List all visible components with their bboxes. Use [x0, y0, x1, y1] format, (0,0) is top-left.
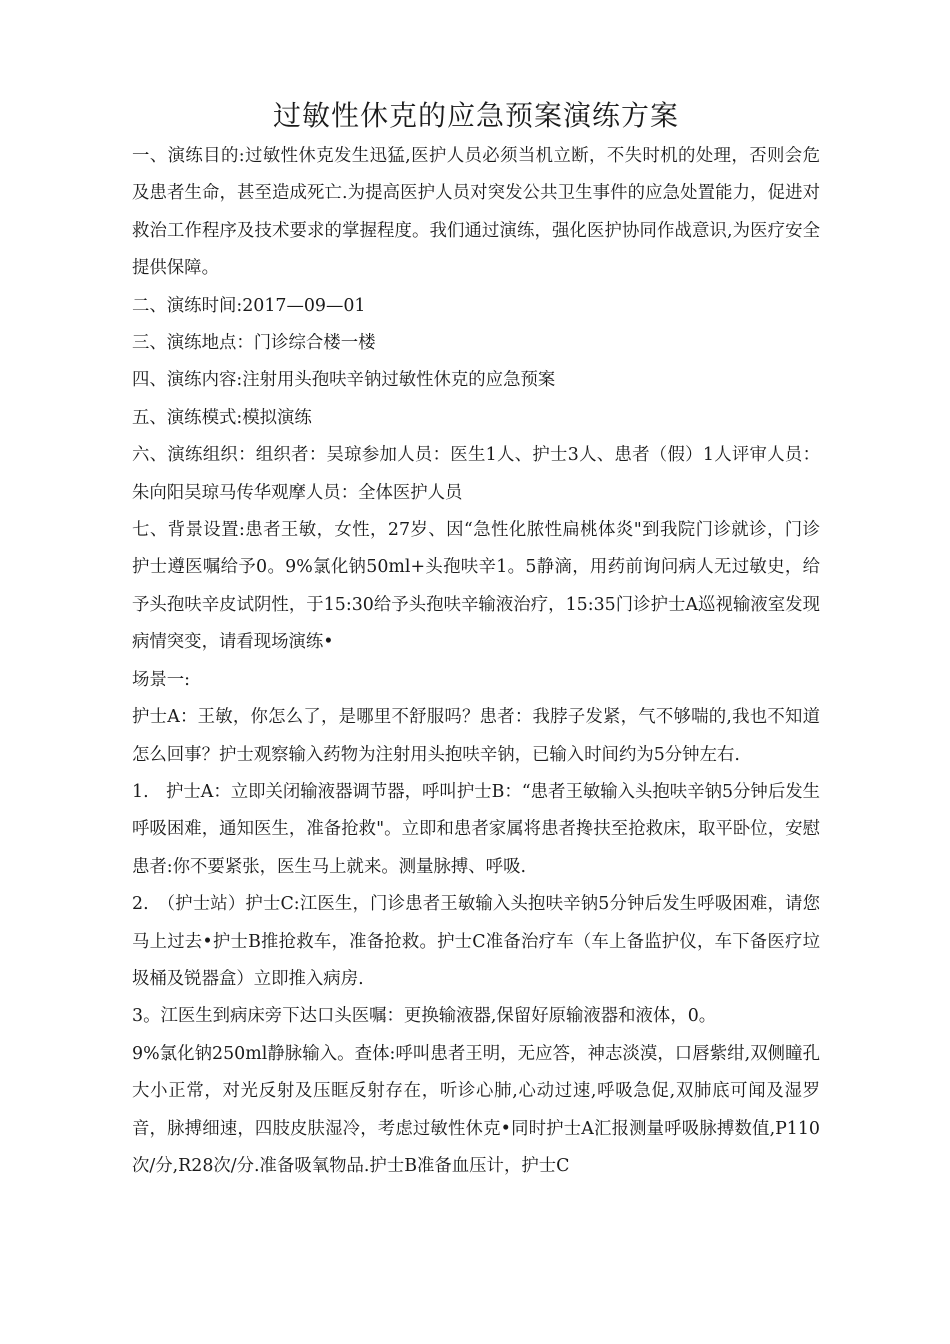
paragraph-background: 七、背景设置:患者王敏，女性，27岁、因“急性化脓性扁桃体炎"到我院门诊就诊，门诊护士遵医嘱给予0。9%氯化钠50ml+头孢呋辛1。5静滴，用药前询问病人无过敏史，给予头孢呋辛皮试阴性，于15:30给予头孢呋辛输液治疗，15:35门诊护士A巡视输液室发现病情突变，请看现场演练•: [132, 520, 820, 653]
document-title: 过敏性休克的应急预案演练方案: [272, 99, 679, 132]
paragraph-scene-heading: 场景一:: [132, 669, 191, 690]
paragraph-step-3-continued: 9%氯化钠250ml静脉输入。查体:呼叫患者王明，无应答，神志淡漠，口唇紫绀,双侧瞳孔大小正常，对光反射及压眶反射存在，听诊心肺,心动过速,呼吸急促,双肺底可闻及湿罗音，脉搏细速，四肢皮肤湿冷，考虑过敏性休克•同时护士A汇报测量呼吸脉搏数值,P110次/分,R28次/分.准备吸氧物品.护士B准备血压计，护士C: [132, 1043, 820, 1176]
paragraph-location: 三、演练地点：门诊综合楼一楼: [132, 333, 376, 354]
document-body: [132, 138, 820, 1185]
paragraph-step-3: 3。江医生到病床旁下达口头医嘱：更换输液器,保留好原输液器和液体，0。: [132, 1006, 717, 1027]
paragraph-step-1: 1. 护士A：立即关闭输液器调节器，呼叫护士B：“患者王敏输入头抱呋辛钠5分钟后发生呼吸困难，通知医生，准备抢救"。立即和患者家属将患者搀扶至抢救床，取平卧位，安慰患者:你不要紧张，医生马上就来。测量脉搏、呼吸.: [132, 781, 820, 877]
paragraph-content: 四、演练内容:注射用头孢呋辛钠过敏性休克的应急预案: [132, 370, 556, 391]
paragraph-nurse-dialogue: 护士A：王敏，你怎么了，是哪里不舒服吗？患者：我脖子发紧，气不够喘的,我也不知道怎么回事？护士观察输入药物为注射用头抱呋辛钠，已输入时间约为5分钟左右.: [132, 707, 820, 765]
paragraph-step-2: 2. （护士站）护士C:江医生，门诊患者王敏输入头抱呋辛钠5分钟后发生呼吸困难，请您马上过去•护士B推抢救车，准备抢救。护士C准备治疗车（车上备监护仪，车下备医疗垃圾桶及锐器盒）立即推入病房.: [132, 894, 820, 989]
paragraph-organization: 六、演练组织：组织者：吴琼参加人员：医生1人、护士3人、患者（假）1人评审人员：朱向阳吴琼马传华观摩人员：全体医护人员: [132, 445, 820, 503]
paragraph-mode: 五、演练模式:模拟演练: [132, 407, 312, 428]
paragraph-purpose: 一、演练目的:过敏性休克发生迅猛,医护人员必须当机立断，不失时机的处理，否则会危及患者生命，甚至造成死亡.为提高医护人员对突发公共卫生事件的应急处置能力，促进对救治工作程序及技术要求的掌握程度。我们通过演练，强化医护协同作战意识,为医疗安全提供保障。: [132, 146, 820, 279]
paragraph-time: 二、演练时间:2017—09—01: [132, 295, 366, 316]
